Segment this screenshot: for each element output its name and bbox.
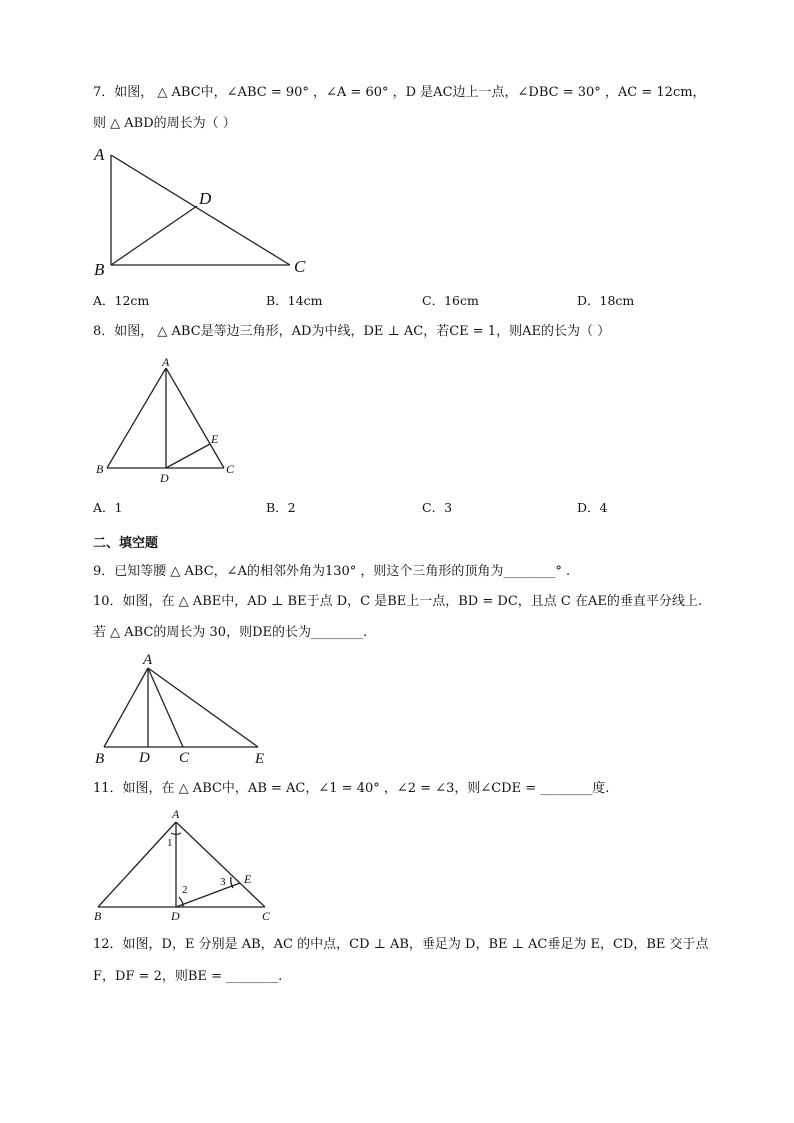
q11-angle-3: 3 — [220, 876, 226, 888]
q8-label-C: C — [226, 462, 235, 476]
q10-label-C: C — [179, 750, 190, 766]
q10-label-E: E — [255, 751, 265, 767]
q7-option-a: A．12cm — [93, 293, 150, 308]
q12-text-line1: 12．如图，D，E 分别是 AB，AC 的中点，CD ⊥ AB，垂足为 D，BE ⊥ AC垂足为 E，CD，BE 交于点 — [93, 937, 709, 952]
q8-option-b: B．2 — [266, 500, 296, 515]
q8-label-D: D — [160, 471, 169, 485]
q11-label-B: B — [94, 909, 102, 923]
q7-label-A: A — [94, 145, 105, 164]
q7-option-b: B．14cm — [266, 293, 323, 308]
q10-label-D: D — [139, 750, 150, 766]
q11-label-C: C — [262, 909, 271, 923]
section-heading: 二、填空题 — [93, 536, 159, 551]
q7-text-line1: 7．如图， △ ABC中，∠ABC = 90° ，∠A = 60° ，D 是AC边上一点，∠DBC = 30° ，AC = 12cm， — [93, 85, 706, 100]
q8-option-c: C．3 — [422, 500, 453, 515]
q11-label-E: E — [244, 872, 252, 886]
q10-text-line1: 10．如图，在 △ ABE中，AD ⊥ BE于点 D，C 是BE上一点，BD = DC，且点 C 在AE的垂直平分线上. — [93, 594, 702, 609]
q8-label-E: E — [211, 432, 219, 446]
q7-option-c: C．16cm — [422, 293, 479, 308]
q10-label-A: A — [143, 652, 153, 668]
q7-text-line2: 则 △ ABD的周长为（ ） — [93, 116, 236, 131]
q10-text-line2: 若 △ ABC的周长为 30，则DE的长为________. — [93, 625, 368, 640]
q7-label-C: C — [294, 257, 306, 276]
q8-label-B: B — [96, 462, 104, 476]
q11-label-D: D — [171, 909, 180, 923]
q8-text-line1: 8．如图， △ ABC是等边三角形，AD为中线，DE ⊥ AC，若CE = 1，则AE的长为（ ） — [93, 324, 611, 339]
q11-angle-1: 1 — [167, 837, 173, 849]
q11-angle-2: 2 — [182, 884, 188, 896]
q8-option-d: D．4 — [577, 500, 608, 515]
q10-label-B: B — [95, 751, 105, 767]
q7-label-B: B — [94, 260, 105, 279]
q8-label-A: A — [162, 355, 170, 369]
q12-text-line2: F，DF = 2，则BE = ________. — [93, 969, 283, 984]
q11-label-A: A — [172, 807, 180, 821]
q7-label-D: D — [199, 189, 212, 208]
q8-option-a: A．1 — [93, 500, 123, 515]
q7-option-d: D．18cm — [577, 293, 635, 308]
q9-text-line1: 9．已知等腰 △ ABC，∠A的相邻外角为130° ，则这个三角形的顶角为________° . — [93, 564, 571, 579]
q11-text-line1: 11．如图，在 △ ABC中，AB = AC，∠1 = 40° ，∠2 = ∠3，则∠CDE = ________度. — [93, 781, 610, 796]
